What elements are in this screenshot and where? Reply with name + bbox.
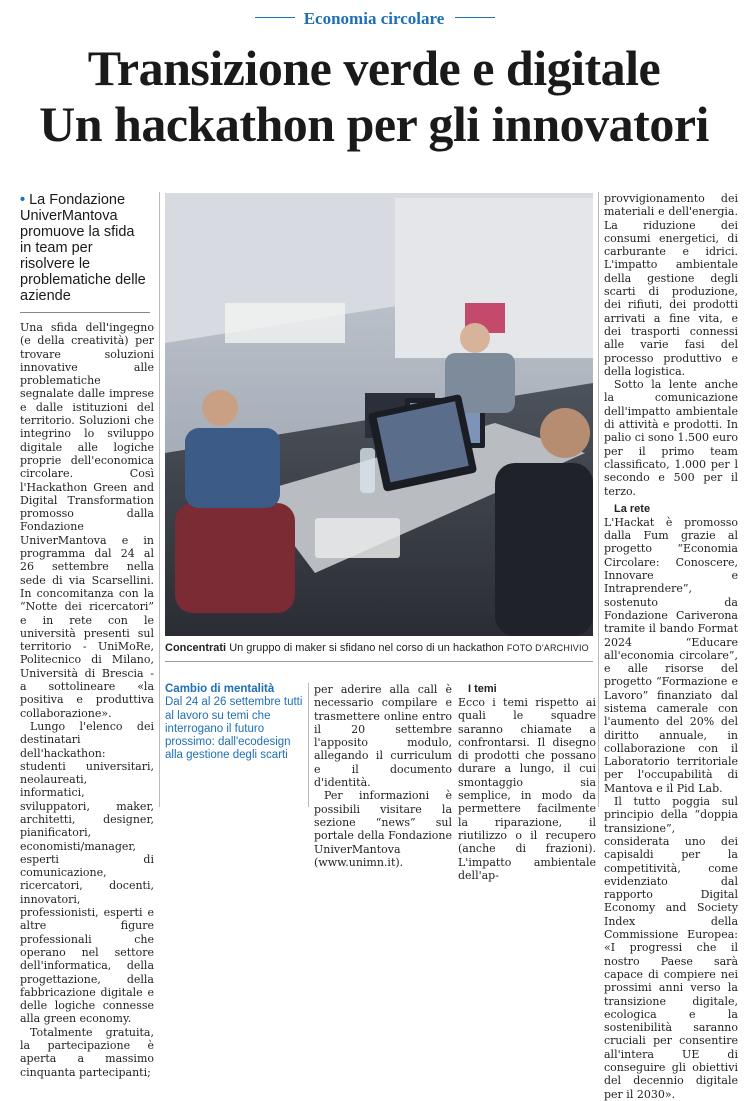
headline-line-1: Transizione verde e digitale: [87, 40, 661, 96]
hackathon-photo: [165, 193, 593, 636]
box-text: Dal 24 al 26 settembre tutti al lavoro su temi che interrogano il futuro prossimo: dall'ecodesign alla gestione degli scarti: [165, 696, 303, 762]
paragraph: Sotto la lente anche la comunicazione dell'impatto ambientale di attività e prodotti. In palio ci sono 1.500 euro per il primo team classificato, 1.000 per l secondo e 500 per il terzo.: [604, 378, 738, 498]
paragraph: per aderire alla call è necessario compilare e trasmettere online entro il 20 settembre l'apposito modulo, allegando il curriculum e il documento d'identità.: [314, 683, 452, 790]
section-kicker: Economia circolare: [303, 9, 445, 28]
body-column-3: [314, 683, 452, 869]
body-column-1: [20, 321, 154, 1079]
photo-caption: [165, 642, 593, 655]
paragraph: Una sfida dell'ingegno (e della creatività) per trovare soluzioni innovative alle problematiche segnalate dalle imprese e dalle istituzioni del territorio. Soluzioni che integrino lo sviluppo digitale alle logiche proprie dell'economica circolare. Così l'Hackathon Green and Digital Transformation promosso dalla Fondazione UniverMantova e in programma dal 24 al 26 settembre nella sede di via Scarsellini. In concomitanza con la “Notte dei ricercatori” e in rete con le università presenti sul territorio - UniMoRe, Politecnico di Milano, Università di Brescia - a sottolineare «la positiva e produttiva collaborazione».: [20, 321, 154, 720]
paragraph: provvigionamento dei materiali e dell'energia. La riduzione dei consumi energetici, di carburante e idrici. L'impatto ambientale della gestione degli scarti di produzione, dei rifiuti, dei prodotti arrivati a fine vita, e dei trasporti connessi alle varie fasi del processo produttivo e della logistica.: [604, 192, 738, 378]
section-subhead: I temi: [468, 683, 497, 695]
paragraph: Totalmente gratuita, la partecipazione è aperta a massimo cinquanta partecipanti;: [20, 1025, 154, 1079]
paragraph: Ecco i temi rispetto ai quali le squadre saranno chiamate a confrontarsi. Il disegno di prodotti che possano durare a lungo, il cui smontaggio sia semplice, in modo da permettere facilmente la riparazione, il riutilizzo o il recupero (anche di frazioni). L'impatto ambientale dell'ap-: [458, 696, 596, 882]
paragraph: Per informazioni è possibili visitare la sezione “news” sul portale della Fondazione UniverMantova (www.unimn.it).: [314, 789, 452, 869]
column-rule: [308, 683, 309, 807]
photo-illustration: [165, 193, 593, 636]
column-rule: [159, 192, 160, 807]
caption-text: Un gruppo di maker si sfidano nel corso di un hackathon: [229, 642, 504, 654]
headline-line-2: Un hackathon per gli innovatori: [39, 96, 709, 152]
bullet-icon: •: [20, 192, 26, 208]
paragraph: Lungo l'elenco dei destinatari dell'hackathon: studenti universitari, neolaureati, informatici, sviluppatori, maker, architetti, designer, pianificatori, economisti/manager, esperti di comunicazione, ricercatori, docenti, innovatori, professionisti, esperti e altre figure professionali che operano nel settore dell'informatica, della progettazione, della fabbricazione digitale e delle logiche connesse alla green economy.: [20, 719, 154, 1026]
section-subhead: La rete: [614, 502, 651, 515]
paragraph: L'Hackat è promosso dalla Fum grazie al progetto “Economia Circolare: Conoscere, Innovare e Intraprendere”, sostenuto da Fondazione Cariverona tramite il bando Format 2024 “Educare all'economia circolare”, e alle risorse del progetto “Formazione e Lavoro” finanziato dal sistema camerale con l'aumento del 20% del diritto annuale, in collaborazione con il Laboratorio territoriale per l'occupabilità di Mantova e il Pid Lab.: [604, 515, 738, 795]
caption-label: Concentrati: [165, 642, 227, 654]
kicker-rule-right: [455, 17, 495, 18]
box-title: Cambio di mentalità: [165, 683, 275, 695]
body-column-5: [458, 683, 596, 882]
lead-summary: [20, 192, 148, 304]
column-rule: [598, 192, 599, 807]
sidebar-box: [165, 683, 303, 763]
photo-credit: FOTO D'ARCHIVIO: [506, 643, 589, 653]
body-column-4: [604, 192, 738, 1101]
lead-text: La Fondazione UniverMantova promuove la sfida in team per risolvere le problematiche delle aziende: [20, 192, 146, 304]
caption-rule: [165, 661, 593, 662]
lead-divider: [20, 312, 150, 313]
paragraph: Il tutto poggia sul principio della “doppia transizione”, considerata uno dei capisaldi per la competitività, come evidenziato dal rapporto Digital Economy and Society Index della Commissione Europea: «I progressi che il nostro Paese sarà capace di compiere nei prossimi anni verso la transizione digitale, ecologica e la sostenibilità saranno cruciali per consentire all'intera UE di conseguire gli obiettivi del decennio digitale per il 2030».: [604, 795, 738, 1101]
